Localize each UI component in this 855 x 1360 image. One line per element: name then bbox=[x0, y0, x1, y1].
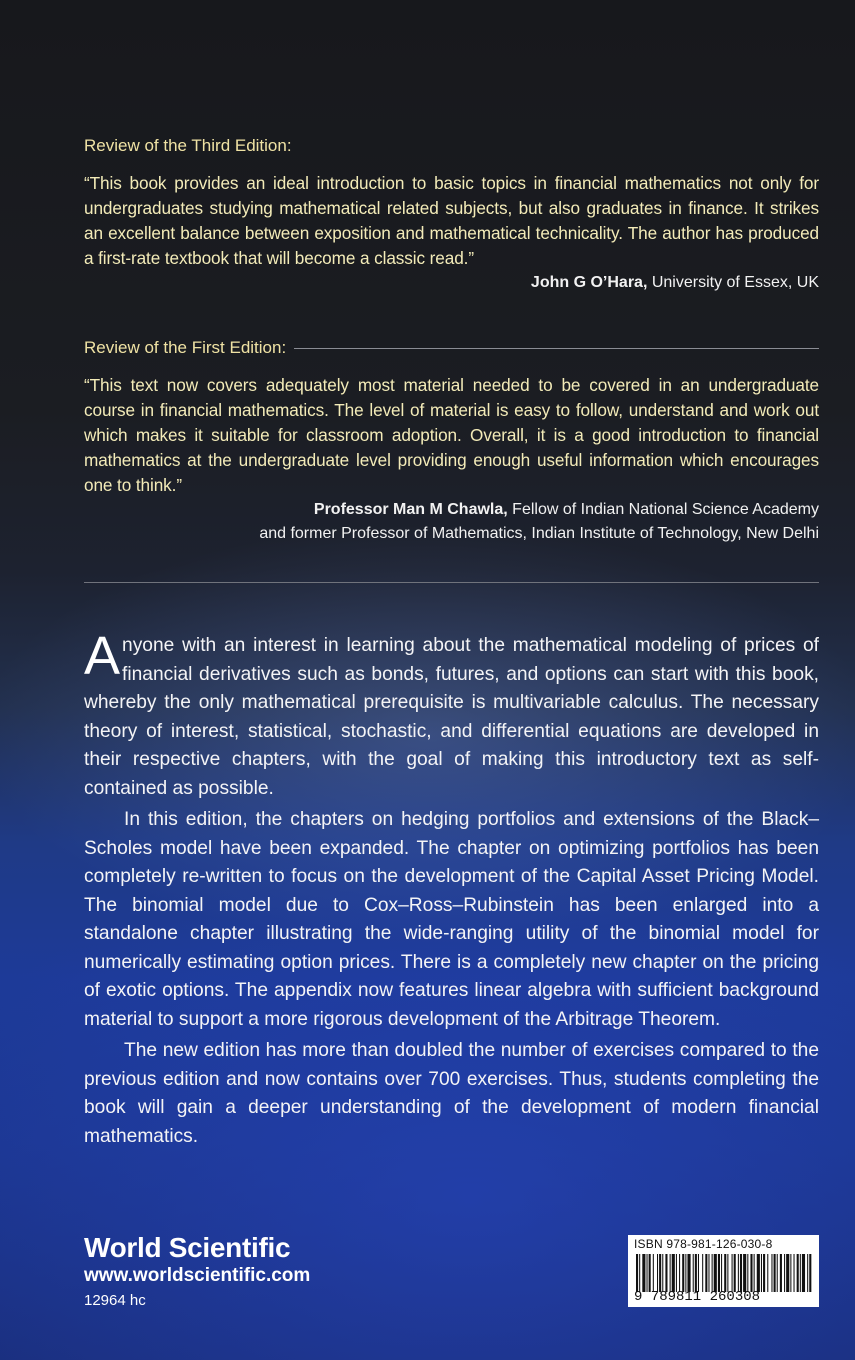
barcode-bar bbox=[794, 1254, 795, 1292]
publisher-url[interactable]: www.worldscientific.com bbox=[84, 1265, 311, 1286]
barcode-bar bbox=[659, 1254, 661, 1292]
review-heading bbox=[84, 135, 819, 157]
book-description bbox=[84, 626, 819, 1154]
barcode-bar bbox=[708, 1254, 709, 1292]
barcode-bar bbox=[693, 1254, 694, 1292]
review-affiliation: University of Essex, UK bbox=[647, 274, 819, 291]
review-heading-text: Review of the Third Edition: bbox=[84, 136, 292, 155]
barcode-bar bbox=[676, 1254, 677, 1292]
barcode-bar bbox=[639, 1254, 640, 1292]
barcode-bar bbox=[642, 1254, 645, 1292]
barcode-bar bbox=[702, 1254, 703, 1292]
barcode-bar bbox=[790, 1254, 791, 1292]
review-attribution bbox=[84, 271, 819, 295]
review-third-edition bbox=[84, 135, 819, 295]
barcode-bar bbox=[718, 1254, 720, 1292]
barcode-bar bbox=[738, 1254, 739, 1292]
barcode-bar bbox=[682, 1254, 684, 1292]
barcode-bar bbox=[784, 1254, 785, 1292]
barcode-bar bbox=[743, 1254, 746, 1292]
barcode-bar bbox=[807, 1254, 808, 1292]
barcode-bar bbox=[636, 1254, 638, 1292]
barcode-bar bbox=[767, 1254, 768, 1292]
drop-cap: A bbox=[84, 626, 121, 686]
barcode-bar bbox=[649, 1254, 651, 1292]
review-affiliation: Fellow of Indian National Science Academy bbox=[507, 501, 819, 518]
description-paragraph-2: In this edition, the chapters on hedging portfolios and extensions of the Black–Scholes model have been expanded. The chapter on optimizing portfolios has been completely re-written to focus on the development of the Capital Asset Pricing Model. The binomial model due to Cox–Ross–Rubinstein has been enlarged into a standalone chapter illustrating the wide-ranging utility of the binomial model for numerically estimating option prices. There is a completely new chapter on the pricing of exotic options. The appendix now features linear algebra with sufficient background material to support a more rigorous development of the Arbitrage Theorem. bbox=[84, 809, 819, 1030]
barcode-bar bbox=[670, 1254, 671, 1292]
review-first-edition bbox=[84, 337, 819, 546]
barcode-bar bbox=[740, 1254, 742, 1292]
section-divider bbox=[84, 582, 819, 583]
barcode-bar bbox=[687, 1254, 690, 1292]
barcode-bar bbox=[727, 1254, 728, 1292]
barcode-bar bbox=[797, 1254, 799, 1292]
isbn-barcode bbox=[628, 1235, 819, 1307]
barcode-bar bbox=[771, 1254, 772, 1292]
barcode-bar bbox=[757, 1254, 760, 1292]
barcode-bar bbox=[647, 1254, 648, 1292]
review-heading-text: Review of the First Edition: bbox=[84, 338, 287, 357]
barcode-bar bbox=[780, 1254, 782, 1292]
barcode-bar bbox=[777, 1254, 778, 1292]
barcode-bar bbox=[734, 1254, 736, 1292]
barcode-bar bbox=[747, 1254, 748, 1292]
publisher-name: World Scientific bbox=[84, 1232, 291, 1263]
barcode-bar bbox=[672, 1254, 675, 1292]
barcode-bar bbox=[714, 1254, 717, 1292]
barcode-bar bbox=[695, 1254, 697, 1292]
review-author: Professor Man M Chawla, bbox=[313, 501, 508, 518]
review-quote: “This text now covers adequately most material needed to be covered in an undergraduate course in financial mathematics. The level of material is easy to follow, understand and work out which makes it suitable for classroom adoption. Overall, it is a good introduction to financial mathematics at the undergraduate level providing enough useful information which encourages one to think.” bbox=[84, 375, 819, 495]
barcode-bar bbox=[761, 1254, 762, 1292]
barcode-bar bbox=[685, 1254, 686, 1292]
barcode-bar bbox=[657, 1254, 658, 1292]
paragraph-1-text: nyone with an interest in learning about the mathematical modeling of prices of financial derivatives such as bonds, futures, and options can start with this book, whereby the only mathematical prerequisite is multivariable calculus. The necessary theory of interest, statistical, stochastic, and differential equations are developed in their respective chapters, with the goal of making this introductory text as self-contained as possible. bbox=[84, 635, 819, 799]
product-code: 12964 hc bbox=[84, 1292, 146, 1309]
barcode-bar bbox=[763, 1254, 765, 1292]
description-paragraph-1 bbox=[84, 626, 819, 803]
barcode-bar bbox=[698, 1254, 699, 1292]
barcode-bar bbox=[705, 1254, 707, 1292]
barcode-bar bbox=[653, 1254, 654, 1292]
barcode-icon bbox=[634, 1254, 813, 1292]
review-quote: “This book provides an ideal introduction to basic topics in financial mathematics not only for undergraduates studying mathematical related subjects, but also graduates in finance. It strikes an excellent balance between exposition and mathematical technicality. The author has produced a first-rate textbook that will become a classic read.” bbox=[84, 173, 819, 268]
barcode-bar bbox=[724, 1254, 726, 1292]
barcode-bar bbox=[774, 1254, 776, 1292]
barcode-bar bbox=[732, 1254, 733, 1292]
barcode-bar bbox=[786, 1254, 789, 1292]
barcode-bar bbox=[800, 1254, 801, 1292]
barcode-bar bbox=[679, 1254, 680, 1292]
barcode-bar bbox=[750, 1254, 752, 1292]
barcode-bar bbox=[721, 1254, 722, 1292]
heading-rule bbox=[294, 348, 819, 349]
barcode-digits: 9 789811 260308 bbox=[634, 1289, 761, 1305]
isbn-label: ISBN 978-981-126-030-8 bbox=[634, 1237, 773, 1251]
barcode-bar bbox=[662, 1254, 663, 1292]
review-author: John G O’Hara, bbox=[530, 274, 648, 291]
barcode-bar bbox=[809, 1254, 811, 1292]
publisher-block bbox=[84, 1232, 310, 1312]
barcode-bar bbox=[712, 1254, 713, 1292]
barcode-bar bbox=[802, 1254, 805, 1292]
review-affiliation-line2: and former Professor of Mathematics, Indian Institute of Technology, New Delhi bbox=[259, 525, 819, 542]
review-attribution bbox=[84, 498, 819, 522]
description-paragraph-3: The new edition has more than doubled the number of exercises compared to the previous edition and now contains over 700 exercises. Thus, students completing the book will gain a deeper understanding of the development of modern financial mathematics. bbox=[84, 1040, 819, 1147]
barcode-bar bbox=[665, 1254, 667, 1292]
review-heading bbox=[84, 337, 819, 359]
barcode-bar bbox=[754, 1254, 755, 1292]
